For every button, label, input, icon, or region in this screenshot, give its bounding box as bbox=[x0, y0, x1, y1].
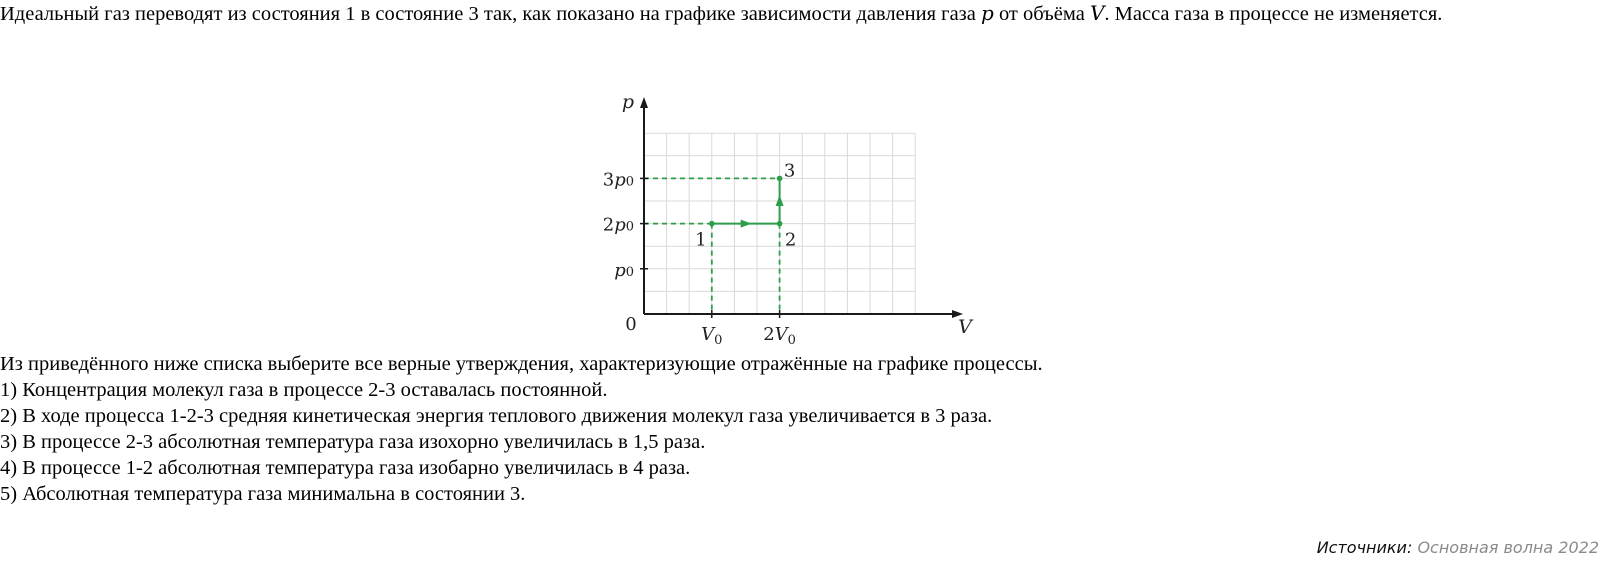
option-2: 2) В ходе процесса 1-2-3 средняя кинетическая энергия теплового движения молекул газа увеличивается в 3 раза. bbox=[0, 405, 993, 427]
y-axis-arrow bbox=[640, 97, 648, 108]
state-point bbox=[777, 221, 783, 227]
var-p: p bbox=[981, 1, 994, 25]
task-text-a: Идеальный газ переводят из состояния 1 в состояние 3 так, как показано на графике зависимости давления газа bbox=[0, 3, 981, 25]
y-axis-label: p bbox=[621, 91, 635, 113]
option-4: 4) В процессе 1-2 абсолютная температура газа изобарно увеличилась в 4 раза. bbox=[0, 457, 691, 479]
option-1: 1) Концентрация молекул газа в процессе 2-3 оставалась постоянной. bbox=[0, 379, 608, 401]
task-statement bbox=[0, 0, 1590, 27]
task-text bbox=[0, 0, 1590, 27]
arrow-1-2 bbox=[741, 220, 752, 228]
task-text-b: от объёма bbox=[993, 3, 1090, 25]
var-v: V bbox=[1089, 1, 1105, 25]
x-tick-label: $V_0$ bbox=[701, 324, 723, 348]
task-text-c: . Масса газа в процессе не изменяется. bbox=[1104, 3, 1443, 25]
axis-ticks bbox=[640, 178, 780, 318]
option-3: 3) В процессе 2-3 абсолютная температура газа изохорно увеличилась в 1,5 раза. bbox=[0, 431, 706, 453]
point-label-1: 1 bbox=[695, 229, 707, 251]
y-tick-label: 3p0 bbox=[602, 169, 634, 191]
answer-options bbox=[0, 351, 1590, 507]
axes bbox=[640, 97, 963, 318]
source-label: Источники: bbox=[1316, 538, 1413, 557]
chart-labels bbox=[603, 91, 974, 348]
point-label-2: 2 bbox=[784, 229, 797, 251]
x-tick-label: $2V_0$ bbox=[763, 324, 796, 348]
state-point bbox=[709, 221, 715, 227]
point-label-3: 3 bbox=[783, 160, 796, 182]
x-axis-label: V bbox=[958, 316, 972, 338]
state-point bbox=[777, 176, 783, 182]
y-tick-label: p0 bbox=[614, 259, 634, 281]
process-path bbox=[709, 176, 784, 228]
y-tick-label: 2p0 bbox=[602, 214, 634, 236]
origin-label: 0 bbox=[625, 314, 637, 335]
option-5: 5) Абсолютная температура газа минимальна в состоянии 3. bbox=[0, 483, 526, 505]
pv-diagram-svg bbox=[590, 86, 1010, 356]
source-link[interactable]: Основная волна 2022 bbox=[1417, 538, 1599, 557]
pv-diagram bbox=[590, 86, 1010, 356]
question-intro: Из приведённого ниже списка выберите все верные утверждения, характеризующие отражённые на графике процессы. bbox=[0, 353, 1043, 375]
source-line bbox=[1317, 535, 1599, 561]
